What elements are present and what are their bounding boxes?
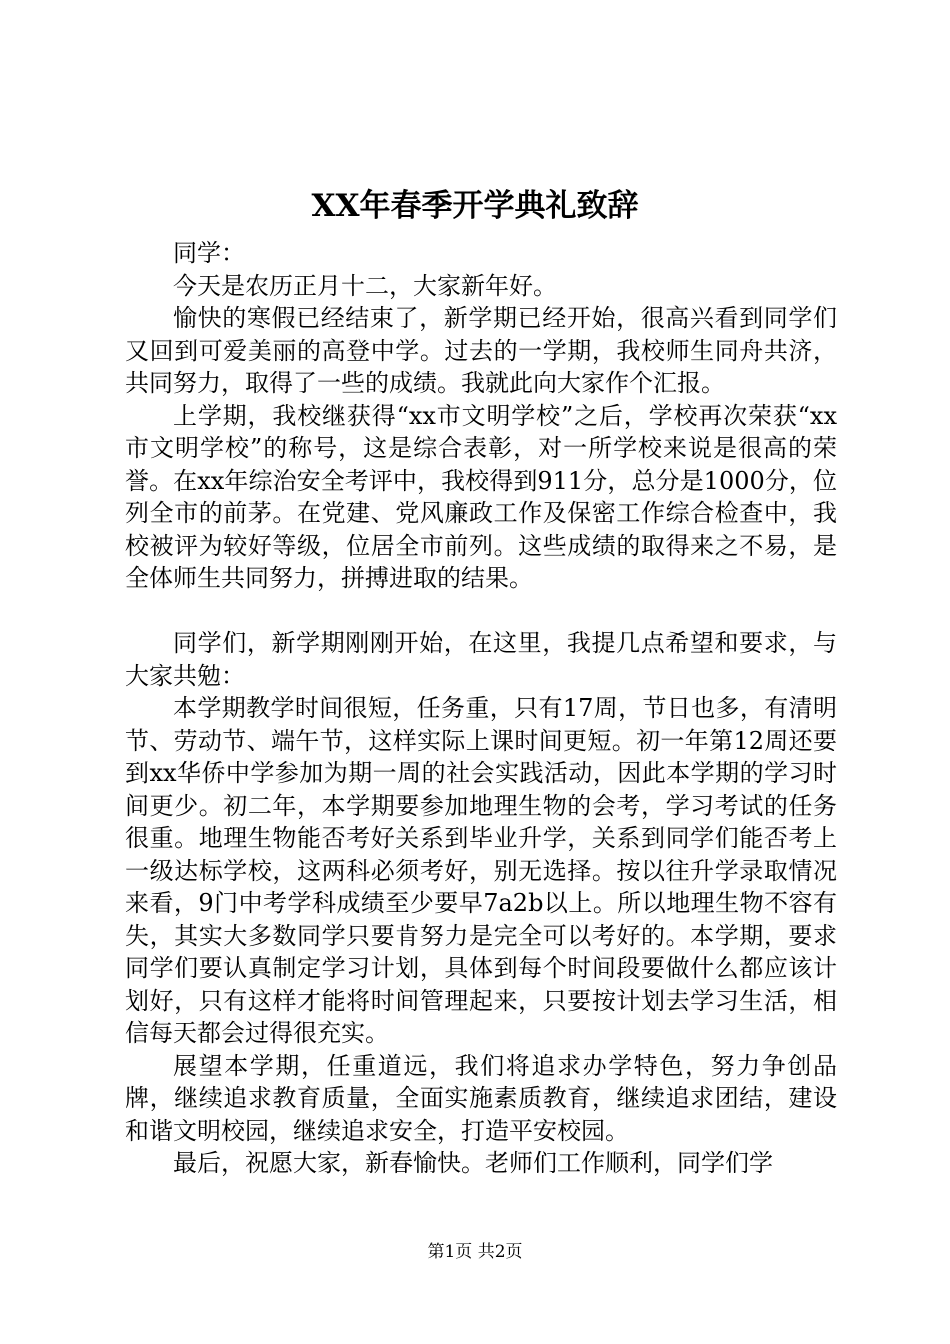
salutation: 同学：: [173, 239, 245, 267]
paragraph: 今天是农历正月十二，大家新年好。: [173, 271, 557, 300]
paragraph: 最后，祝愿大家，新春愉快。老师们工作顺利，同学们学: [173, 1149, 773, 1177]
paragraph: 愉快的寒假已经结束了，新学期已经开始，很高兴看到同学们又回到可爱美丽的高登中学。过去的一学期，我校师生同舟共济，共同努力，取得了一些的成绩。我就此向大家作个汇报。: [125, 304, 837, 397]
paragraph: 本学期教学时间很短，任务重，只有17周，节日也多，有清明节、劳动节、端午节，这样实际上课时间更短。初一年第12周还要到xx华侨中学参加为期一周的社会实践活动，因此本学期的学习时间更少。初二年，本学期要参加地理生物的会考，学习考试的任务很重。地理生物能否考好关系到毕业升学，关系到同学们能否考上一级达标学校，这两科必须考好，别无选择。按以往升学录取情况来看，9门中考学科成绩至少要早7a2b以上。所以地理生物不容有失，其实大多数同学只要肯努力是完全可以考好的。本学期，要求同学们要认真制定学习计划，具体到每个时间段要做什么都应该计划好，只有这样才能将时间管理起来，只要按计划去学习生活，相信每天都会过得很充实。: [125, 694, 837, 1047]
paragraph: 上学期，我校继获得“xx市文明学校”之后，学校再次荣获“xx市文明学校”的称号，这是综合表彰，对一所学校来说是很高的荣誉。在xx年综治安全考评中，我校得到911分，总分是1000分，位列全市的前茅。在党建、党风廉政工作及保密工作综合检查中，我校被评为较好等级，位居全市前列。这些成绩的取得来之不易，是全体师生共同努力，拼搏进取的结果。: [125, 401, 837, 592]
document-title: XX年春季开学典礼致辞: [311, 188, 639, 224]
paragraph: 展望本学期，任重道远，我们将追求办学特色，努力争创品牌，继续追求教育质量，全面实施素质教育，继续追求团结，建设和谐文明校园，继续追求安全，打造平安校园。: [125, 1051, 837, 1145]
paragraph: 同学们，新学期刚刚开始，在这里，我提几点希望和要求，与大家共勉：: [125, 629, 837, 690]
page-footer: 第1页 共2页: [427, 1242, 523, 1262]
document-body: [125, 237, 837, 1180]
